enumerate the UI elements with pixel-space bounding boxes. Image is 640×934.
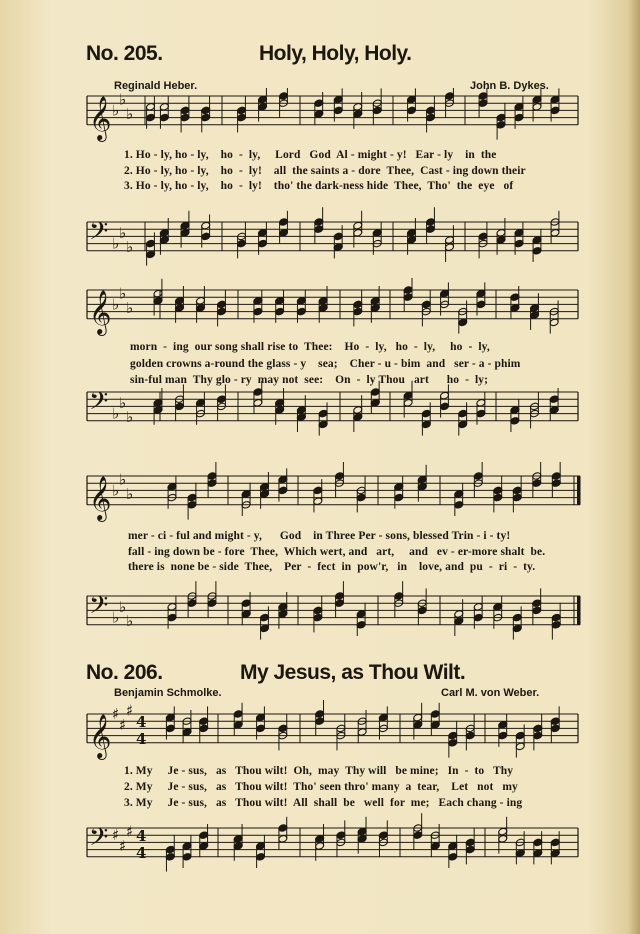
bass-staff [0, 278, 640, 468]
sharp-sign: ♯ [126, 822, 134, 841]
sharp-sign: ♯ [119, 715, 127, 734]
treble-clef: 𝄞 [89, 475, 112, 520]
music-system [0, 700, 640, 900]
bass-clef: 𝄢 [89, 217, 109, 252]
lyric-line-verse-2: golden crowns a-round the glass - y sea; Cher - u - bim and ser - a - phim [130, 358, 521, 370]
flat-sign: ♭ [112, 404, 120, 423]
hymn-author: Benjamin Schmolke. [114, 687, 222, 699]
lyric-line-verse-2: 2. Ho - ly, ho - ly, ho - ly! all the saints a - dore Thee, Cast - ing down their [124, 165, 526, 177]
flat-sign: ♭ [126, 485, 134, 503]
flat-sign: ♭ [112, 234, 120, 253]
sharp-sign: ♯ [119, 837, 127, 855]
time-signature-bottom: 4 [136, 729, 147, 748]
hymn-composer: John B. Dykes. [470, 80, 549, 92]
flat-sign: ♭ [119, 597, 127, 616]
lyric-line-verse-1: 1. My Je - sus, as Thou wilt! Oh, may Thy will be mine; In - to Thy [124, 765, 514, 777]
flat-sign: ♭ [119, 90, 127, 109]
flat-sign: ♭ [112, 295, 120, 314]
lyric-line-verse-1: morn - ing our song shall rise to Thee: Ho - ly, ho - ly, ho - ly, [130, 341, 490, 353]
final-barline-thick [577, 596, 581, 625]
lyric-line-verse-3: 3. My Je - sus, as Thou wilt! All shall be well for me; Each chang - ing [124, 797, 523, 809]
flat-sign: ♭ [119, 223, 127, 242]
lyric-line-verse-2: fall - ing down be - fore Thee, Which wert, and art, and ev - er-more shalt be. [128, 546, 546, 558]
treble-clef: 𝄞 [89, 713, 112, 758]
bass-clef: 𝄢 [89, 387, 109, 422]
hymn-author: Reginald Heber. [114, 80, 198, 92]
flat-sign: ♭ [119, 393, 127, 412]
flat-sign: ♭ [126, 612, 134, 631]
treble-clef: 𝄞 [89, 289, 112, 334]
hymn-composer: Carl M. von Weber. [441, 687, 540, 699]
flat-sign: ♭ [126, 238, 134, 257]
lyric-line-verse-3: sin-ful man Thy glo - ry may not see: On - ly Thou art ho - ly; [130, 374, 489, 386]
hymn-title: Holy, Holy, Holy. [259, 42, 412, 65]
time-signature-top: 4 [136, 827, 147, 845]
flat-sign: ♭ [112, 101, 120, 120]
hymn-number: No. 206. [86, 661, 163, 684]
lyric-line-verse-3: 3. Ho - ly, ho - ly, ho - ly! tho' the dark-ness hide Thee, Tho' the eye of [124, 180, 514, 192]
flat-sign: ♭ [112, 481, 120, 500]
sharp-sign: ♯ [112, 705, 120, 723]
time-signature-bottom: 4 [136, 843, 147, 862]
time-signature-top: 4 [136, 713, 147, 731]
flat-sign: ♭ [126, 105, 134, 123]
music-system [0, 278, 640, 468]
lyric-line-verse-1: 1. Ho - ly, ho - ly, ho - ly, Lord God Al - might - y! Ear - ly in the [124, 149, 497, 161]
lyric-line-verse-2: 2. My Je - sus, as Thou wilt! Tho' seen thro' many a tear, Let not my [124, 781, 518, 793]
treble-clef: 𝄞 [89, 95, 112, 140]
sharp-sign: ♯ [112, 826, 120, 845]
flat-sign: ♭ [126, 299, 134, 317]
hymn-number: No. 205. [86, 42, 163, 65]
lyric-line-verse-3: there is none be - side Thee, Per - fect in pow'r, in love, and pu - ri - ty. [128, 561, 536, 573]
lyric-line-verse-1: mer - ci - ful and might - y, God in Three Per - sons, blessed Trin - i - ty! [128, 530, 511, 542]
music-system [0, 88, 640, 278]
flat-sign: ♭ [119, 284, 127, 303]
music-system [0, 462, 640, 652]
bass-clef: 𝄢 [89, 823, 109, 858]
hymn-title: My Jesus, as Thou Wilt. [240, 661, 466, 684]
flat-sign: ♭ [126, 408, 134, 427]
flat-sign: ♭ [112, 608, 120, 627]
bass-clef: 𝄢 [89, 591, 109, 626]
flat-sign: ♭ [119, 470, 127, 489]
sharp-sign: ♯ [126, 701, 134, 720]
